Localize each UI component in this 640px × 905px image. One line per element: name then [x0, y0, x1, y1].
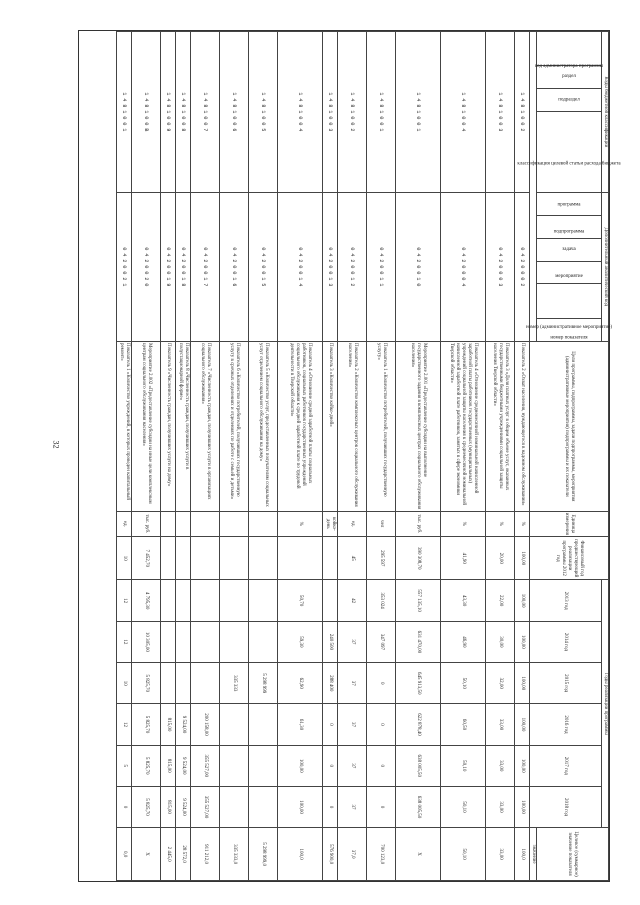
- extra-code-cell: 0 4 2 0 0 1 0: [396, 192, 441, 341]
- unit-cell: [176, 511, 191, 536]
- target-value: 37,0: [338, 828, 367, 881]
- indicator-text: Мероприятие 2.002 «Предоставление субсидии на иные цели комплексным центрам социального обслуживания населения»: [132, 341, 161, 511]
- base-year-value: [249, 536, 278, 580]
- year-value: [176, 621, 191, 662]
- year-value: 0: [367, 663, 396, 704]
- year-value: 638 005,50: [396, 745, 441, 786]
- year-value: 9 524,00: [176, 786, 191, 827]
- table-body: [117, 32, 530, 881]
- unit-cell: [220, 511, 249, 536]
- year-value: 33,00: [486, 745, 515, 786]
- page-number: 32: [51, 440, 61, 449]
- year-value: 100,00: [278, 745, 323, 786]
- year-value: 37: [338, 663, 367, 704]
- year-value: [249, 745, 278, 786]
- unit-cell: %: [278, 511, 323, 536]
- year-value: 37: [338, 786, 367, 827]
- budget-code-cell: 1 4 8 1 0 0 5: [249, 32, 278, 193]
- rotated-table-container: [79, 31, 621, 881]
- indicator-text: Показатель 8 «Численность граждан, получивших услуги в полустационарной форме»: [176, 341, 191, 511]
- year-value: 4 795,30: [132, 580, 161, 621]
- program-indicators-table: [116, 31, 621, 881]
- header-year-2015: 2015 год: [530, 663, 602, 704]
- header-year-2013: 2013 год: [530, 580, 602, 621]
- header-budget-codes: Коды бюджетной классификации: [602, 32, 609, 193]
- budget-code-cell: 1 4 8 1 0 0 B: [132, 32, 161, 193]
- year-value: [191, 621, 220, 662]
- year-value: 200 158,00: [191, 704, 220, 745]
- year-value: 631 470,00: [396, 621, 441, 662]
- year-value: [220, 580, 249, 621]
- table-row: [249, 32, 278, 881]
- target-value: 100,0: [278, 828, 323, 881]
- header-goal: Цели программы, подпрограммы, задачи подпрограммы, мероприятия (административные мероприятия) подпрограммы и их показатели: [530, 341, 609, 511]
- year-value: 100,00: [515, 621, 530, 662]
- year-value: [220, 745, 249, 786]
- header-extra-event: мероприятие: [555, 273, 583, 279]
- extra-code-cell: 0 4 2 0 0 1 5: [249, 192, 278, 341]
- year-value: 5 825,70: [132, 663, 161, 704]
- budget-code-cell: 1 4 8 1 0 0 1: [396, 32, 441, 193]
- target-value: 2 445,0: [161, 828, 176, 881]
- extra-code-cell: 0 4 2 0 0 2 0: [132, 192, 161, 341]
- header-target-value: значение: [530, 828, 537, 881]
- budget-code-cell: 1 4 8 1 0 0 1: [367, 32, 396, 193]
- unit-cell: койко-день: [323, 511, 338, 536]
- year-value: 60,50: [441, 704, 486, 745]
- header-year-2017: 2017 год: [530, 745, 602, 786]
- year-value: 100,00: [515, 745, 530, 786]
- table-row: [367, 32, 396, 881]
- year-value: 557 135,10: [396, 580, 441, 621]
- table-row: [176, 32, 191, 881]
- extra-code-cell: 0 4 2 0 0 1 7: [191, 192, 220, 341]
- target-value: 576 900,0: [323, 828, 338, 881]
- indicator-text: Показатель 4 «Отношение средней заработной платы социальных работников, социальных работников государственных учреждений социального обслуживания к средней заработной плате по трудовой деятельности в Тверской области»: [278, 341, 323, 511]
- header-extra-indicator: номер показателя: [550, 335, 588, 341]
- year-value: 0: [323, 786, 338, 827]
- year-value: [220, 786, 249, 827]
- table-row: [132, 32, 161, 881]
- base-year-value: 20,00: [486, 536, 515, 580]
- table-frame: [78, 30, 621, 882]
- year-value: 22,00: [486, 580, 515, 621]
- indicator-text: Показатель 6 «Количество потребителей, получивших государственную услугу в срочных отделениях и отделениях по работе с семьей и детьми»: [220, 341, 249, 511]
- year-value: 61,30: [278, 704, 323, 745]
- year-value: [249, 580, 278, 621]
- unit-cell: %: [515, 511, 530, 536]
- header-extra-number: номер (административное мероприятие): [525, 325, 613, 331]
- year-value: 0: [367, 704, 396, 745]
- budget-code-cell: 1 4 8 1 0 0 3: [323, 32, 338, 193]
- year-value: 43,30: [441, 580, 486, 621]
- year-value: 10 305,00: [132, 621, 161, 662]
- base-year-value: [220, 536, 249, 580]
- base-year-value: [278, 536, 323, 580]
- header-extra-code: Дополнительный аналитический код: [602, 192, 609, 341]
- year-value: [176, 663, 191, 704]
- year-value: 37: [338, 704, 367, 745]
- budget-code-cell: 1 4 8 1 0 0 2: [515, 32, 530, 193]
- header-code-subsection: подраздел: [558, 98, 580, 104]
- table-row: [338, 32, 367, 881]
- year-value: 0: [323, 745, 338, 786]
- year-value: 0: [117, 786, 132, 827]
- year-value: 9 524,00: [176, 745, 191, 786]
- indicator-text: Мероприятие 2.001 «Предоставление субсидии на выполнение государственного задания в комплексных центрах социального обслуживания населения»: [396, 341, 441, 511]
- year-value: 335 333: [220, 663, 249, 704]
- year-value: 37: [338, 745, 367, 786]
- base-year-value: 7 452,70: [132, 536, 161, 580]
- base-year-value: [176, 536, 191, 580]
- year-value: 100,00: [515, 704, 530, 745]
- indicator-text: Показатель 1 «Количество потребителей, получивших государственную услугу»: [367, 341, 396, 511]
- unit-cell: [191, 511, 220, 536]
- base-year-value: 295 597: [367, 536, 396, 580]
- year-value: 0: [367, 745, 396, 786]
- extra-code-cell: 0 4 2 0 0 1 4: [278, 192, 323, 341]
- unit-cell: [249, 511, 278, 536]
- year-value: 815,00: [161, 704, 176, 745]
- year-value: 240 500: [323, 621, 338, 662]
- extra-code-cell: 0 4 2 0 0 0 3: [486, 192, 515, 341]
- indicator-text: Показатель 3 «Количество койко-дней»: [323, 341, 338, 511]
- unit-cell: [161, 511, 176, 536]
- header-year-2014: 2014 год: [530, 621, 602, 662]
- base-year-value: 390 308,70: [396, 536, 441, 580]
- year-value: [161, 580, 176, 621]
- year-value: 42: [338, 580, 367, 621]
- target-value: 0,0: [117, 828, 132, 881]
- year-value: 50,10: [441, 745, 486, 786]
- year-value: 59,30: [278, 621, 323, 662]
- extra-code-cell: 0 4 2 0 0 0 4: [441, 192, 486, 341]
- extra-code-cell: 0 4 2 0 0 2 1: [117, 192, 132, 341]
- year-value: 30,00: [486, 621, 515, 662]
- target-value: 33,00: [486, 828, 515, 881]
- year-value: [161, 663, 176, 704]
- year-value: [161, 621, 176, 662]
- year-value: 815,00: [161, 786, 176, 827]
- budget-code-cell: 1 4 8 1 0 0 4: [441, 32, 486, 193]
- indicator-text: Показатель 4 «Отношение среднемесячной номинальной начисленной заработной платы работников государственных (муниципальных) учреждений социальной защиты населения к среднемесячной номинальной начисленной заработной плате работников, занятых в сфере экономики Тверской области»: [441, 341, 486, 511]
- budget-code-cell: 1 4 8 1 0 0 9: [161, 32, 176, 193]
- year-value: 50,10: [441, 663, 486, 704]
- header-code-admin: код администратора программы: [534, 64, 604, 70]
- year-value: 100,00: [515, 580, 530, 621]
- base-year-value: 100,00: [515, 536, 530, 580]
- header-unit: Единица измерения: [530, 511, 609, 536]
- target-value: 50,10: [441, 828, 486, 881]
- header-year-2016: 2016 год: [530, 704, 602, 745]
- header-extra-subprogram: подпрограмма: [553, 228, 585, 234]
- target-value: Х: [396, 828, 441, 881]
- year-value: 347 097: [367, 621, 396, 662]
- unit-cell: %: [441, 511, 486, 536]
- header-extra-task: задача: [562, 246, 576, 252]
- unit-cell: чел: [367, 511, 396, 536]
- indicator-text: Показатель 7 «Численность граждан, получивших услуги в организациях социального обслуживания»: [191, 341, 220, 511]
- year-value: 288 400: [323, 663, 338, 704]
- year-value: [220, 621, 249, 662]
- year-value: 32,00: [486, 663, 515, 704]
- unit-cell: ед.: [117, 511, 132, 536]
- header-base-year: Финансовый год предшествующий реализации программы 2012 год: [530, 536, 609, 580]
- year-value: 355 527,00: [191, 745, 220, 786]
- year-value: 12: [117, 580, 132, 621]
- indicator-text: Показатель 3 «Доля платных услуг в общем объеме услуг, оказанных государственными бюджетными учреждениями социальной защиты населения Тверской области»: [486, 341, 515, 511]
- extra-code-cell: 0 4 2 0 0 1 6: [220, 192, 249, 341]
- extra-code-cell: 0 4 2 0 0 0 2: [515, 192, 530, 341]
- year-value: 46,90: [441, 621, 486, 662]
- table-row: [323, 32, 338, 881]
- unit-cell: тыс. руб.: [132, 511, 161, 536]
- year-value: 33,00: [486, 704, 515, 745]
- header-year-2018: 2018 год: [530, 786, 602, 827]
- year-value: 9 524,00: [176, 704, 191, 745]
- year-value: 5 298 999: [249, 663, 278, 704]
- indicator-text: Показатель 1 «Количество учреждений, в которых проведен капитальный ремонт»: [117, 341, 132, 511]
- year-value: 50,70: [278, 580, 323, 621]
- extra-code-cell: 0 4 2 0 0 1 9: [161, 192, 176, 341]
- table-row: [117, 32, 132, 881]
- budget-code-cell: 1 4 8 1 0 0 8: [176, 32, 191, 193]
- unit-cell: %: [486, 511, 515, 536]
- year-value: 5 825,70: [132, 704, 161, 745]
- base-year-value: [161, 536, 176, 580]
- year-value: 622 878,40: [396, 704, 441, 745]
- year-value: 12: [117, 704, 132, 745]
- year-value: [176, 580, 191, 621]
- year-value: 645 913,50: [396, 663, 441, 704]
- header-extra-program: программа: [557, 202, 581, 208]
- target-value: 100,0: [515, 828, 530, 881]
- year-value: 37: [338, 621, 367, 662]
- base-year-value: [323, 536, 338, 580]
- year-value: [249, 621, 278, 662]
- year-value: [323, 580, 338, 621]
- target-value: 911 212,0: [191, 828, 220, 881]
- budget-code-cell: 1 4 8 1 0 0 6: [220, 32, 249, 193]
- indicator-text: Показатель 2 «Охват населения, нуждающегося в надомном обслуживании»: [515, 341, 530, 511]
- target-value: 335 333,0: [220, 828, 249, 881]
- indicator-text: Показатель 9 «Численность граждан, получивших услуги на дому»: [161, 341, 176, 511]
- budget-code-cell: 1 4 8 1 0 0 7: [191, 32, 220, 193]
- base-year-value: 45: [338, 536, 367, 580]
- target-value: 28 572,0: [176, 828, 191, 881]
- base-year-value: 41,90: [441, 536, 486, 580]
- year-value: 12: [117, 621, 132, 662]
- table-row: [486, 32, 515, 881]
- extra-code-cell: 0 4 2 0 0 1 8: [176, 192, 191, 341]
- unit-cell: ед.: [338, 511, 367, 536]
- year-value: 100,00: [278, 786, 323, 827]
- year-value: 355 527,00: [191, 786, 220, 827]
- indicator-text: Показатель 2 «Количество комплексных центров социального обслуживания населения»: [338, 341, 367, 511]
- year-value: 10: [117, 663, 132, 704]
- year-value: 50,10: [441, 786, 486, 827]
- table-row: [278, 32, 323, 881]
- header-code-target: классификация целевой статьи расхода бюджета: [517, 161, 621, 167]
- year-value: [191, 580, 220, 621]
- indicator-text: Показатель 5 «Количество услуг, предоставленных получателям социальных услуг отделением социального обслуживания на дому»: [249, 341, 278, 511]
- header-years-title: Годы реализации программы: [602, 580, 609, 828]
- year-value: 33,00: [486, 786, 515, 827]
- extra-code-cell: 0 4 2 0 0 1 1: [367, 192, 396, 341]
- year-value: 638 005,50: [396, 786, 441, 827]
- header-code-section: раздел: [562, 74, 576, 80]
- extra-code-cell: 0 4 2 0 0 1 2: [338, 192, 367, 341]
- year-value: [249, 704, 278, 745]
- year-value: [191, 663, 220, 704]
- year-value: 100,00: [515, 786, 530, 827]
- year-value: 5 825,70: [132, 786, 161, 827]
- header-target: Целевое (суммарное) значение показателя: [537, 828, 609, 881]
- target-value: 5 298 999,0: [249, 828, 278, 881]
- budget-code-cell: 1 4 8 1 0 0 1: [117, 32, 132, 193]
- budget-code-cell: 1 4 8 1 0 0 3: [486, 32, 515, 193]
- table-row: [441, 32, 486, 881]
- year-value: 100,00: [515, 663, 530, 704]
- budget-code-cell: 1 4 8 1 0 0 4: [278, 32, 323, 193]
- unit-cell: тыс. руб.: [396, 511, 441, 536]
- extra-code-cell: 0 4 2 0 0 1 3: [323, 192, 338, 341]
- base-year-value: [191, 536, 220, 580]
- year-value: 5 825,70: [132, 745, 161, 786]
- year-value: 5: [117, 745, 132, 786]
- year-value: 0: [323, 704, 338, 745]
- target-value: 700 123,0: [367, 828, 396, 881]
- year-value: [220, 704, 249, 745]
- target-value: Х: [132, 828, 161, 881]
- table-row: [191, 32, 220, 881]
- year-value: [249, 786, 278, 827]
- table-row: [220, 32, 249, 881]
- budget-code-cell: 1 4 8 1 0 0 2: [338, 32, 367, 193]
- table-row: [396, 32, 441, 881]
- year-value: 62,90: [278, 663, 323, 704]
- table-row: [161, 32, 176, 881]
- year-value: 0: [367, 786, 396, 827]
- year-value: 353 024: [367, 580, 396, 621]
- base-year-value: 10: [117, 536, 132, 580]
- year-value: 815,00: [161, 745, 176, 786]
- table-row: [515, 32, 530, 881]
